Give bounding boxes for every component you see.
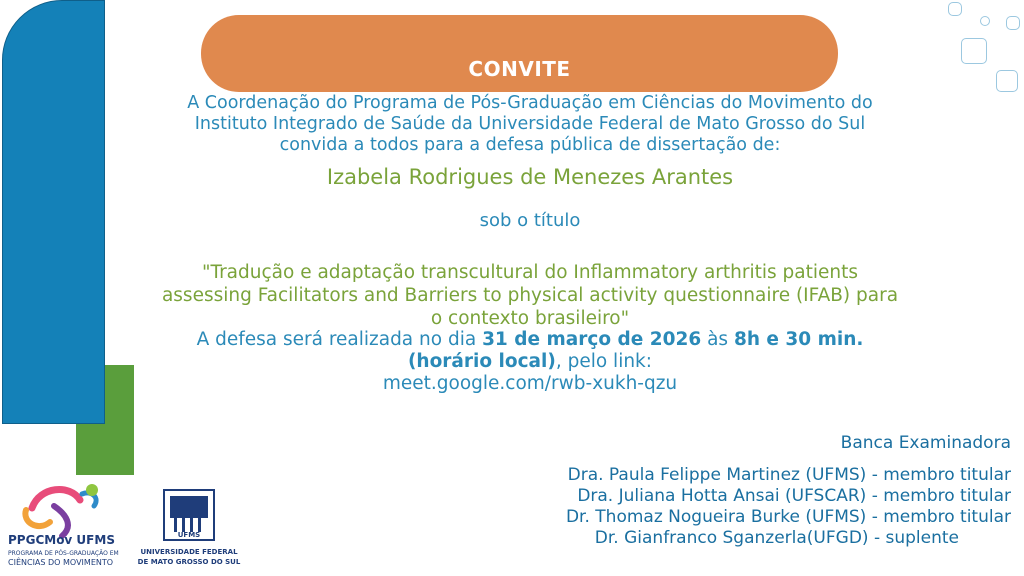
ufms-logo bbox=[137, 488, 241, 574]
subtitle: sob o título bbox=[479, 210, 581, 231]
page-title: CONVITE bbox=[468, 57, 571, 81]
committee-member: Dra. Juliana Hotta Ansai (UFSCAR) - membro titular bbox=[577, 486, 1011, 506]
defense-mid: às bbox=[701, 329, 734, 350]
defense-time: 8h e 30 min. bbox=[733, 329, 864, 350]
thesis-title-line: assessing Facilitators and Barriers to physical activity questionnaire (IFAB) para bbox=[161, 285, 899, 306]
decor-square bbox=[948, 2, 962, 16]
ppgcmov-logo-line1: PROGRAMA DE PÓS-GRADUAÇÃO EM bbox=[8, 550, 119, 557]
decor-square bbox=[980, 16, 990, 26]
defense-date: 31 de março de 2026 bbox=[482, 329, 702, 350]
ppgcmov-logo-name: PPGCMov UFMS bbox=[8, 533, 115, 547]
thesis-title-line: o contexto brasileiro" bbox=[430, 308, 630, 329]
thesis-title-line: "Tradução e adaptação transcultural do Inflammatory arthritis patients bbox=[201, 262, 859, 283]
decor-square bbox=[1006, 16, 1020, 30]
defense-prefix: A defesa será realizada no dia bbox=[196, 329, 483, 350]
ufms-logo-line1: UNIVERSIDADE FEDERAL bbox=[140, 548, 238, 556]
defense-info bbox=[100, 329, 960, 351]
defense-timezone-line bbox=[100, 351, 960, 373]
committee-member: Dra. Paula Felippe Martinez (UFMS) - membro titular bbox=[567, 465, 1011, 485]
ppgcmov-logo bbox=[4, 480, 124, 572]
ufms-logo-name: UFMS bbox=[177, 531, 201, 539]
intro-line: A Coordenação do Programa de Pós-Graduação em Ciências do Movimento do bbox=[187, 93, 873, 113]
meeting-link[interactable]: meet.google.com/rwb-xukh-qzu bbox=[382, 373, 678, 394]
defense-suffix: , pelo link: bbox=[555, 351, 653, 372]
committee-member: Dr. Thomaz Nogueira Burke (UFMS) - membro titular bbox=[565, 507, 1011, 527]
decor-square bbox=[961, 38, 987, 64]
decor-square bbox=[996, 70, 1018, 92]
intro-line: convida a todos para a defesa pública de dissertação de: bbox=[279, 135, 781, 155]
committee-heading: Banca Examinadora bbox=[840, 433, 1011, 453]
committee-member: Dr. Gianfranco Sganzerla(UFGD) - suplente bbox=[594, 528, 959, 548]
candidate-name: Izabela Rodrigues de Menezes Arantes bbox=[326, 165, 734, 189]
intro-line: Instituto Integrado de Saúde da Universidade Federal de Mato Grosso do Sul bbox=[194, 114, 866, 134]
defense-timezone: (horário local) bbox=[407, 351, 556, 372]
blue-decor-block bbox=[2, 0, 105, 424]
header bbox=[201, 0, 838, 90]
ufms-logo-line2: DE MATO GROSSO DO SUL bbox=[137, 558, 241, 566]
committee-list bbox=[566, 465, 1011, 549]
ppgcmov-logo-line2: CIÊNCIAS DO MOVIMENTO bbox=[8, 558, 114, 567]
